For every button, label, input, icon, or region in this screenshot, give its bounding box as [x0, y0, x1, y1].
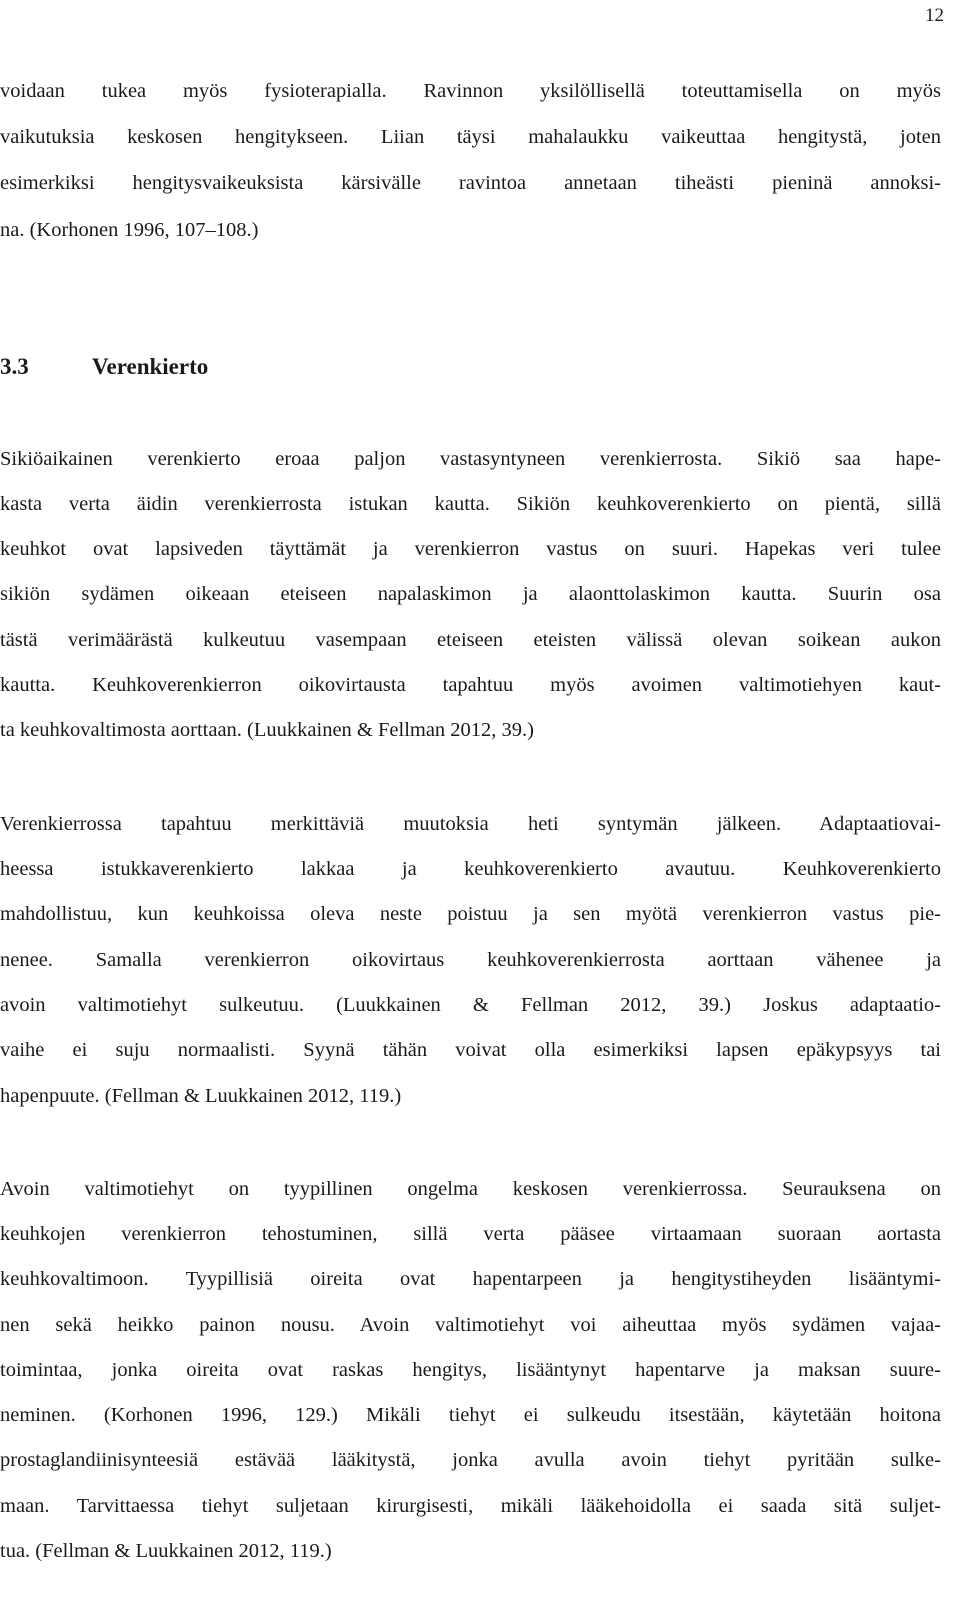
text-line: avoin valtimotiehyt sulkeutuu. (Luukkainen & Fellman 2012, 39.) Joskus adaptaatio- — [0, 994, 941, 1016]
text-line: maan. Tarvittaessa tiehyt suljetaan kirurgisesti, mikäli lääkehoidolla ei saada sitä suljet- — [0, 1495, 941, 1517]
text-line: Avoin valtimotiehyt on tyypillinen ongelma keskosen verenkierrossa. Seurauksena on — [0, 1178, 941, 1200]
text-line: nenee. Samalla verenkierron oikovirtaus keuhkoverenkierrosta aorttaan vähenee ja — [0, 949, 941, 971]
text-line: neminen. (Korhonen 1996, 129.) Mikäli tiehyt ei sulkeudu itsestään, käytetään hoitona — [0, 1404, 941, 1426]
text-line: esimerkiksi hengitysvaikeuksista kärsivälle ravintoa annetaan tiheästi pieninä annoksi- — [0, 172, 941, 194]
section-heading — [0, 352, 208, 382]
text-line: keuhkovaltimoon. Tyypillisiä oireita ovat hapentarpeen ja hengitystiheyden lisääntymi- — [0, 1268, 941, 1290]
text-line: keuhkojen verenkierron tehostuminen, sillä verta pääsee virtaamaan suoraan aortasta — [0, 1223, 941, 1245]
section-title: Verenkierto — [92, 354, 209, 379]
text-line: ta keuhkovaltimosta aorttaan. (Luukkainen & Fellman 2012, 39.) — [0, 719, 535, 741]
text-line: Sikiöaikainen verenkierto eroaa paljon vastasyntyneen verenkierrosta. Sikiö saa hape- — [0, 448, 941, 470]
text-line: vaihe ei suju normaalisti. Syynä tähän voivat olla esimerkiksi lapsen epäkypsyys tai — [0, 1039, 941, 1061]
page-number: 12 — [925, 5, 944, 26]
text-line: heessa istukkaverenkierto lakkaa ja keuhkoverenkierto avautuu. Keuhkoverenkierto — [0, 858, 941, 880]
text-line: Verenkierrossa tapahtuu merkittäviä muutoksia heti syntymän jälkeen. Adaptaatiovai- — [0, 813, 941, 835]
text-line: kautta. Keuhkoverenkierron oikovirtausta tapahtuu myös avoimen valtimotiehyen kaut- — [0, 674, 941, 696]
text-line: keuhkot ovat lapsiveden täyttämät ja verenkierron vastus on suuri. Hapekas veri tulee — [0, 538, 941, 560]
section-number: 3.3 — [0, 354, 29, 379]
text-line: nen sekä heikko painon nousu. Avoin valtimotiehyt voi aiheuttaa myös sydämen vajaa- — [0, 1314, 941, 1336]
text-line: kasta verta äidin verenkierrosta istukan kautta. Sikiön keuhkoverenkierto on pientä, sillä — [0, 493, 941, 515]
text-line: prostaglandiinisynteesiä estävää lääkitystä, jonka avulla avoin tiehyt pyritään sulke- — [0, 1449, 941, 1471]
text-line: tästä verimäärästä kulkeutuu vasempaan eteiseen eteisten välissä olevan soikean aukon — [0, 629, 941, 651]
text-line: mahdollistuu, kun keuhkoissa oleva neste poistuu ja sen myötä verenkierron vastus pie- — [0, 903, 941, 925]
text-line: vaikutuksia keskosen hengitykseen. Liian täysi mahalaukku vaikeuttaa hengitystä, joten — [0, 126, 941, 148]
text-line: na. (Korhonen 1996, 107–108.) — [0, 219, 259, 241]
text-line: hapenpuute. (Fellman & Luukkainen 2012, 119.) — [0, 1085, 402, 1107]
text-line: tua. (Fellman & Luukkainen 2012, 119.) — [0, 1540, 332, 1562]
text-line: voidaan tukea myös fysioterapialla. Ravinnon yksilöllisellä toteuttamisella on myös — [0, 80, 941, 102]
text-line: toimintaa, jonka oireita ovat raskas hengitys, lisääntynyt hapentarve ja maksan suure- — [0, 1359, 941, 1381]
text-line: sikiön sydämen oikeaan eteiseen napalaskimon ja alaonttolaskimon kautta. Suurin osa — [0, 583, 941, 605]
